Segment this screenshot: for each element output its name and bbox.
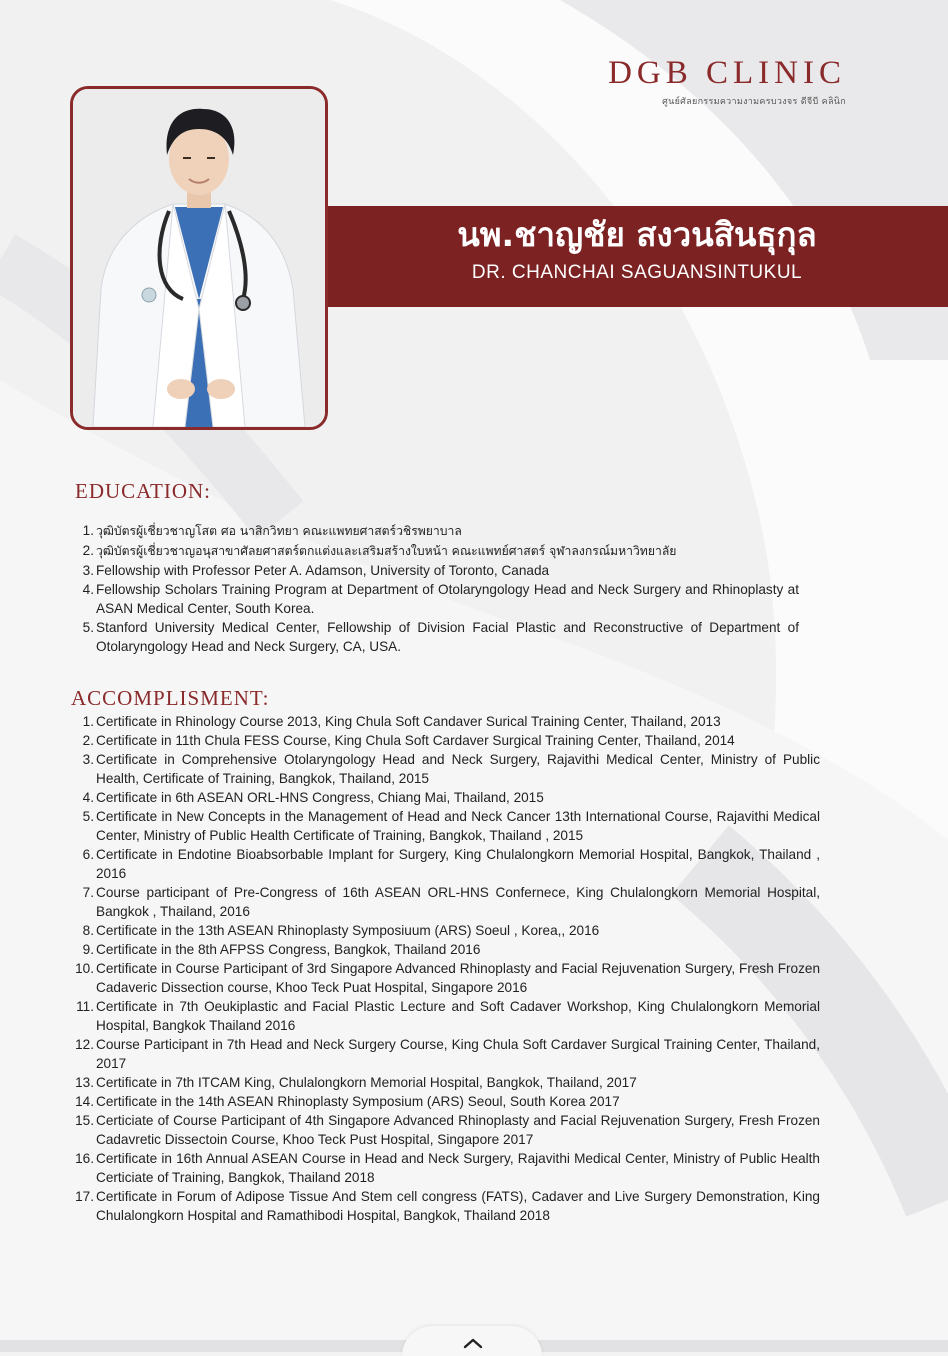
doctor-name-thai: นพ.ชาญชัย สงวนสินธุกุล <box>457 215 817 254</box>
list-number: 12. <box>75 1037 94 1052</box>
list-item <box>72 1073 820 1092</box>
list-text: Course participant of Pre-Congress of 16th ASEAN ORL-HNS Confernece, King Chulalongkorn Memorial Hospital, Bangkok , Thailand, 2016 <box>96 885 820 919</box>
list-number: 6. <box>82 847 94 862</box>
list-number: 3. <box>82 752 94 767</box>
list-text: Certificate in Endotine Bioabsorbable Implant for Surgery, King Chulalongkorn Memorial Hospital, Bangkok, Thailand , 2016 <box>96 847 820 881</box>
list-text: Certificate in 16th Annual ASEAN Course in Head and Neck Surgery, Rajavithi Medical Center, Ministry of Public Health Certiciate of Training, Bangkok, Thailand 2018 <box>96 1151 820 1185</box>
list-number: 16. <box>75 1151 94 1166</box>
list-text: Certificate in Rhinology Course 2013, King Chula Soft Candaver Surical Training Center, Thailand, 2013 <box>96 714 721 729</box>
list-number: 1. <box>82 714 94 729</box>
list-text: Certificate in Course Participant of 3rd Singapore Advanced Rhinoplasty and Facial Rejuvenation Surgery, Fresh Frozen Cadaveric Dissection course, Khoo Teck Puat Hospital, Singapore 2016 <box>96 961 820 995</box>
list-text: Certificate in New Concepts in the Management of Head and Neck Cancer 13th International Course, Rajavithi Medical Center, Ministry of Public Health Certificate of Training, Bangkok, Thailand , 2015 <box>96 809 820 843</box>
list-item <box>72 1035 820 1073</box>
doctor-portrait-icon <box>73 89 325 427</box>
list-item <box>72 997 820 1035</box>
list-number: 13. <box>75 1075 94 1090</box>
list-number: 9. <box>82 942 94 957</box>
chevron-up-icon[interactable] <box>462 1337 484 1349</box>
list-number: 17. <box>75 1189 94 1204</box>
list-text: Course Participant in 7th Head and Neck Surgery Course, King Chula Soft Cardaver Surgical Training Center, Thailand, 2017 <box>96 1037 820 1071</box>
list-item <box>72 921 820 940</box>
list-text: Certiciate of Course Participant of 4th Singapore Advanced Rhinoplasty and Facial Rejuvenation Surgery, Fresh Frozen Cadavretic Dissectoin Course, Khoo Teck Pust Hospital, Singapore 2017 <box>96 1113 820 1147</box>
list-text: Certificate in Comprehensive Otolaryngology Head and Neck Surgery, Rajavithi Medical Center, Ministry of Public Health, Certificate of Training, Bangkok, Thailand, 2015 <box>96 752 820 786</box>
list-item <box>72 750 820 788</box>
education-heading: EDUCATION: <box>75 479 211 503</box>
list-item <box>72 1092 820 1111</box>
doctor-name-english: DR. CHANCHAI SAGUANSINTUKUL <box>471 262 803 283</box>
list-item <box>72 845 820 883</box>
list-item <box>72 1111 820 1149</box>
list-number: 2. <box>82 543 94 558</box>
list-text: Fellowship Scholars Training Program at Department of Otolaryngology Head and Neck Surgery and Rhinoplasty at ASAN Medical Center, South Korea. <box>96 582 799 616</box>
list-text: วุฒิบัตรผู้เชี่ยวชาญอนุสาขาศัลยศาสตร์ตกแต่งและเสริมสร้างใบหน้า คณะแพทย์ศาสตร์ จุฬาลงกรณ์มหาวิทยาลัย <box>96 544 677 558</box>
list-item <box>72 521 799 541</box>
clinic-tagline: ศูนย์ศัลยกรรมความงามครบวงจร ดีจีบี คลินิก <box>662 97 846 107</box>
list-number: 10. <box>75 961 94 976</box>
list-text: วุฒิบัตรผู้เชี่ยวชาญโสต ศอ นาสิกวิทยา คณะแพทยศาสตร์วชิรพยาบาล <box>96 524 462 538</box>
list-text: Certificate in the 14th ASEAN Rhinoplasty Symposium (ARS) Seoul, South Korea 2017 <box>96 1094 620 1109</box>
list-text: Certificate in Forum of Adipose Tissue And Stem cell congress (FATS), Cadaver and Live Surgery Demonstration, King Chulalongkorn Hospital and Ramathibodi Hospital, Bangkok, Thailand 2018 <box>96 1189 820 1223</box>
education-list <box>72 521 799 656</box>
clinic-logo-text: DGB CLINIC <box>608 55 846 91</box>
list-text: Certificate in the 8th AFPSS Congress, Bangkok, Thailand 2016 <box>96 942 481 957</box>
list-item <box>72 807 820 845</box>
accomplishment-heading: ACCOMPLISMENT: <box>71 686 270 710</box>
list-number: 14. <box>75 1094 94 1109</box>
list-item <box>72 940 820 959</box>
list-item <box>72 883 820 921</box>
list-item <box>72 731 820 750</box>
doctor-photo <box>70 86 328 430</box>
list-number: 7. <box>82 885 94 900</box>
list-number: 1. <box>82 523 94 538</box>
list-number: 15. <box>75 1113 94 1128</box>
clinic-logo <box>608 54 846 108</box>
list-text: Fellowship with Professor Peter A. Adamson, University of Toronto, Canada <box>96 563 550 578</box>
list-item <box>72 580 799 618</box>
list-text: Certificate in 6th ASEAN ORL-HNS Congress, Chiang Mai, Thailand, 2015 <box>96 790 544 805</box>
list-item <box>72 1187 820 1225</box>
list-item <box>72 541 799 561</box>
list-item <box>72 712 820 731</box>
list-item <box>72 788 820 807</box>
list-text: Stanford University Medical Center, Fellowship of Division Facial Plastic and Reconstructive of Department of Otolaryngology Head and Neck Surgery, CA, USA. <box>96 620 799 654</box>
doctor-name-banner <box>323 206 948 307</box>
list-item <box>72 561 799 580</box>
list-text: Certificate in 7th ITCAM King, Chulalongkorn Memorial Hospital, Bangkok, Thailand, 2017 <box>96 1075 637 1090</box>
list-item <box>72 618 799 656</box>
list-number: 4. <box>82 790 94 805</box>
list-number: 5. <box>82 620 94 635</box>
list-text: Certificate in the 13th ASEAN Rhinoplasty Symposiuum (ARS) Soeul , Korea,, 2016 <box>96 923 600 938</box>
list-number: 5. <box>82 809 94 824</box>
list-text: Certificate in 11th Chula FESS Course, King Chula Soft Cardaver Surgical Training Center, Thailand, 2014 <box>96 733 735 748</box>
list-number: 3. <box>82 563 94 578</box>
list-number: 11. <box>76 999 94 1014</box>
list-item <box>72 1149 820 1187</box>
list-number: 8. <box>82 923 94 938</box>
list-item <box>72 959 820 997</box>
accomplishment-list <box>72 712 820 1225</box>
list-number: 2. <box>82 733 94 748</box>
list-number: 4. <box>82 582 94 597</box>
list-text: Certificate in 7th Oeukiplastic and Facial Plastic Lecture and Soft Cadaver Workshop, King Chulalongkorn Memorial Hospital, Bangkok Thailand 2016 <box>96 999 820 1033</box>
